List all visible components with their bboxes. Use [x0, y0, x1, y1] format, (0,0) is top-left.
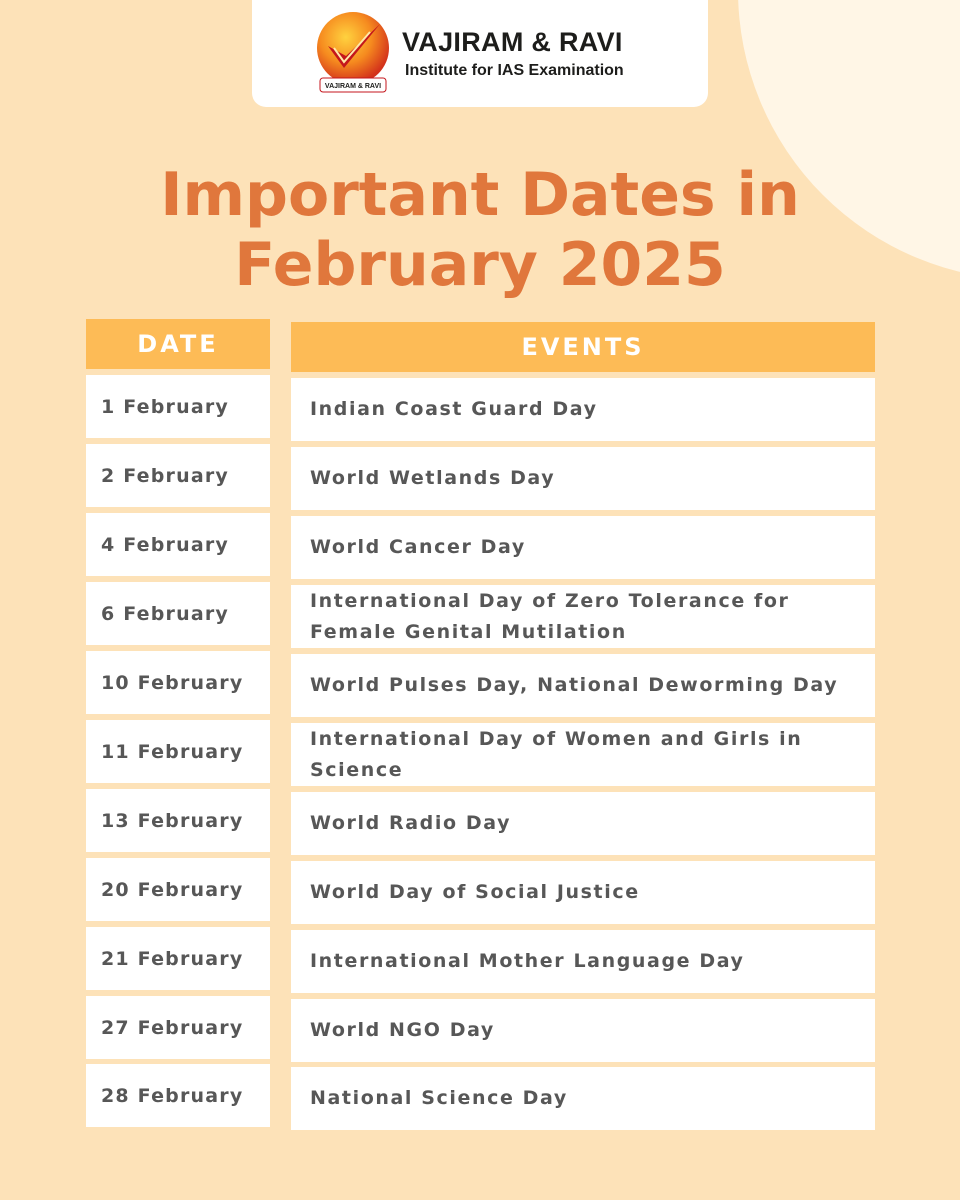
event-cell: World Cancer Day	[291, 516, 875, 579]
date-cell: 4 February	[86, 513, 270, 576]
date-cell: 27 February	[86, 996, 270, 1059]
events-column-header: EVENTS	[291, 322, 875, 372]
date-cell: 2 February	[86, 444, 270, 507]
event-cell: World Pulses Day, National Deworming Day	[291, 654, 875, 717]
date-cell: 20 February	[86, 858, 270, 921]
event-cell: World Radio Day	[291, 792, 875, 855]
event-cell: World Day of Social Justice	[291, 861, 875, 924]
brand-tagline: Institute for IAS Examination	[405, 62, 624, 79]
date-column-header: DATE	[86, 319, 270, 369]
event-cell: World NGO Day	[291, 999, 875, 1062]
date-cell: 1 February	[86, 375, 270, 438]
event-cell: National Science Day	[291, 1067, 875, 1130]
page-title: Important Dates in February 2025	[160, 160, 800, 300]
date-cell: 13 February	[86, 789, 270, 852]
event-cell: International Day of Zero Tolerance for Female Genital Mutilation	[291, 585, 875, 648]
date-cell: 28 February	[86, 1064, 270, 1127]
date-cell: 10 February	[86, 651, 270, 714]
brand-name: VAJIRAM & RAVI	[402, 27, 623, 57]
logo-card	[252, 0, 708, 107]
event-cell: Indian Coast Guard Day	[291, 378, 875, 441]
event-cell: World Wetlands Day	[291, 447, 875, 510]
vajiram-ravi-emblem	[310, 10, 396, 96]
date-cell: 6 February	[86, 582, 270, 645]
event-cell: International Day of Women and Girls in Science	[291, 723, 875, 786]
event-cell: International Mother Language Day	[291, 930, 875, 993]
emblem-text: VAJIRAM & RAVI	[324, 83, 382, 90]
date-cell: 11 February	[86, 720, 270, 783]
date-cell: 21 February	[86, 927, 270, 990]
